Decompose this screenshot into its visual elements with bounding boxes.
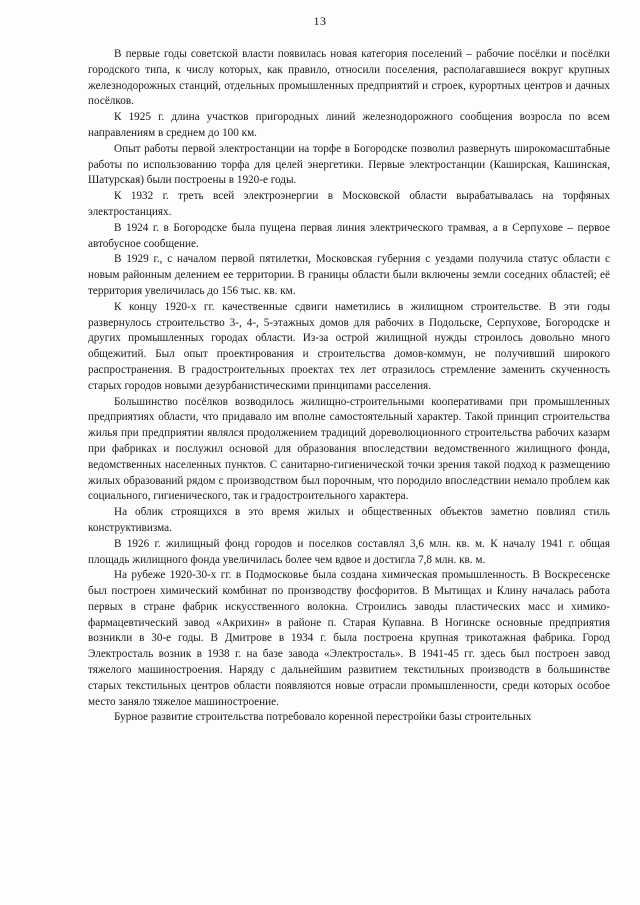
paragraph: К концу 1920-х гг. качественные сдвиги наметились в жилищном строительстве. В эти годы развернулось строительство 3-, 4-, 5-этажных домов для рабочих в Подольске, Серпухове, Богородске и других промышленных городах области. Из-за острой жилищной нужды строилось довольно много общежитий. Был опыт проектирования и строительства домов-коммун, не получивший широкого распространения. В градостроительных проектах тех лет отразилось стремление заменить скученность старых городов новыми дезурбанистическими принципами расселения. <box>88 300 610 392</box>
paragraph: В 1924 г. в Богородске была пущена первая линия электрического трамвая, а в Серпухове – первое автобусное сообщение. <box>88 221 610 250</box>
paragraph: В 1926 г. жилищный фонд городов и поселков составлял 3,6 млн. кв. м. К началу 1941 г. общая площадь жилищного фонда увеличилась более чем вдвое и достигла 7,8 млн. кв. м. <box>88 537 610 566</box>
body-text <box>88 47 610 726</box>
paragraph: В 1929 г., с началом первой пятилетки, Московская губерния с уездами получила статус области с новым районным делением ее территории. В границы области были включены земли соседних областей; её территория увеличилась до 156 тыс. кв. км. <box>88 253 610 297</box>
paragraph: На облик строящихся в это время жилых и общественных объектов заметно повлиял стиль конструктивизма. <box>88 506 610 534</box>
paragraph: Бурное развитие строительства потребовало коренной перестройки базы строительных <box>114 711 532 724</box>
paragraph: К 1932 г. треть всей электроэнергии в Московской области вырабатывалась на торфяных электростанциях. <box>88 190 610 218</box>
page-number: 13 <box>313 14 327 28</box>
paragraph: В первые годы советской власти появилась новая категория поселений – рабочие посёлки и посёлки городского типа, к числу которых, как правило, относили поселения, располагавшиеся вокруг крупных железнодорожных станций, отдельных промышленных предприятий и строек, курортных центров и дачных посёлков. <box>88 48 610 108</box>
paragraph: Большинство посёлков возводилось жилищно-строительными кооперативами при промышленных предприятиях области, что придавало им вполне самостоятельный характер. Такой принцип строительства жилья при предприятии являлся продолжением традиций дореволюционного строительства рабочих казарм при фабриках и послужил основой для образования впоследствии ведомственного жилищного фонда, ведомственных населенных пунктов. С санитарно-гигиенической точки зрения такой подход к размещению жилых образований рядом с производством был порочным, что породило впоследствии немало проблем как социального, гигиенического, так и градостроительного характера. <box>88 395 610 503</box>
paragraph: К 1925 г. длина участков пригородных линий железнодорожного сообщения возросла по всем направлениям в среднем до 100 км. <box>88 111 610 139</box>
paragraph: На рубеже 1920-30-х гг. в Подмосковье была создана химическая промышленность. В Воскресенске был построен химический комбинат по производству фосфоритов. В Мытищах и Клину началась работа первых в стране фабрик искусственного волокна. Строились заводы пластических масс и химико-фармацевтический завод «Акрихин» в районе п. Старая Купавна. В Ногинске основные предприятия возникли в 30-е годы. В Дмитрове в 1934 г. была построена крупная трикотажная фабрика. Город Электросталь возник в 1938 г. на базе завода «Электросталь». В 1941-45 гг. здесь был построен завод тяжелого машиностроения. Наряду с дальнейшим развитием текстильных производств в большинстве старых текстильных центров области появляются новые отрасли промышленности, среди которых особое место заняло тяжелое машиностроение. <box>88 569 610 708</box>
paragraph: Опыт работы первой электростанции на торфе в Богородске позволил развернуть широкомасштабные работы по использованию торфа для целей энергетики. Первые электростанции (Каширская, Кашинская, Шатурская) были построены в 1920-е годы. <box>88 142 610 187</box>
